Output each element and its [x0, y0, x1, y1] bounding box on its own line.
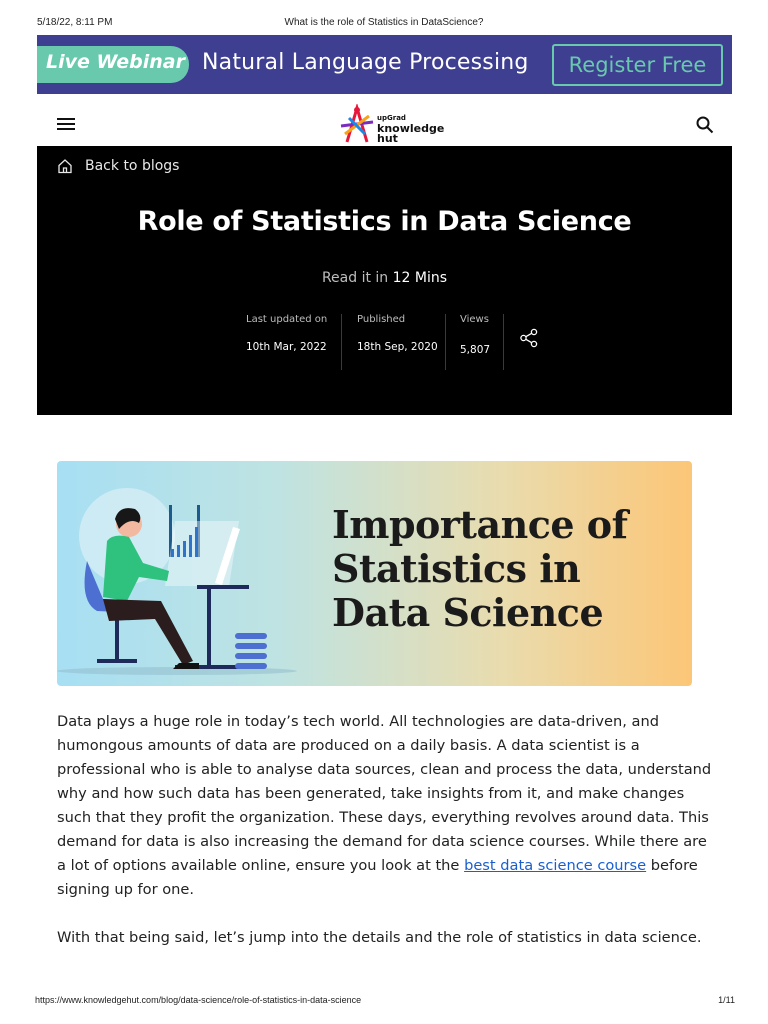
print-page-number: 1/11	[718, 995, 735, 1005]
article-paragraph	[57, 710, 717, 902]
search-icon[interactable]	[696, 116, 714, 134]
print-date: 5/18/22, 8:11 PM	[37, 17, 113, 28]
meta-views	[445, 314, 490, 370]
banner-heading	[332, 503, 627, 635]
webinar-banner[interactable]	[37, 35, 732, 94]
webinar-tag-label: Live Webinar	[46, 51, 185, 73]
meta-published	[341, 314, 438, 370]
featured-image	[57, 461, 692, 686]
person-at-computer-illustration	[57, 461, 317, 686]
read-time-value: 12 Mins	[392, 270, 448, 286]
meta-last-updated	[246, 314, 327, 370]
paragraph-text-tail: before signing up for one.	[57, 857, 698, 898]
banner-heading-line: Data Science	[332, 590, 604, 635]
print-title: What is the role of Statistics in DataScience?	[284, 17, 484, 28]
published-value: 18th Sep, 2020	[357, 341, 438, 353]
knowledgehut-logo[interactable]	[337, 104, 445, 145]
menu-icon[interactable]	[57, 118, 75, 132]
page-title: Role of Statistics in Data Science	[137, 206, 632, 237]
last-updated-label: Last updated on	[246, 314, 328, 325]
last-updated-value: 10th Mar, 2022	[246, 341, 327, 353]
logo-text: upGrad knowledge hut	[377, 114, 445, 145]
read-time	[37, 270, 732, 286]
views-label: Views	[460, 314, 489, 325]
back-to-blogs-label: Back to blogs	[85, 158, 180, 174]
read-time-prefix: Read it in	[321, 270, 389, 286]
back-to-blogs-link[interactable]	[57, 158, 179, 174]
published-label: Published	[357, 314, 406, 325]
meta-share	[503, 314, 539, 370]
print-header	[0, 0, 768, 34]
best-data-science-course-link[interactable]: best data science course	[464, 857, 647, 874]
print-url: https://www.knowledgehut.com/blog/data-science/role-of-statistics-in-data-science	[35, 995, 362, 1005]
article-hero	[37, 146, 732, 415]
home-icon	[57, 158, 73, 174]
views-value: 5,807	[460, 344, 491, 356]
share-icon[interactable]	[519, 328, 539, 348]
paragraph-text: Data plays a huge role in today’s tech world. All technologies are data-driven, and humongous amounts of data are produced on a daily basis. A data scientist is a professional who is able to analyse data sources, clean and process the data, understand why and how such data has been generated, take insights from it, and make changes such that they profit the organization. These days, everything revolves around data. This demand for data is also increasing the demand for data science courses. While there are a lot of options available online, ensure you look at the	[57, 713, 712, 874]
webinar-tag	[37, 46, 189, 83]
webinar-topic: Natural Language Processing	[202, 50, 529, 75]
article-paragraph: With that being said, let’s jump into the details and the role of statistics in data science.	[57, 929, 702, 946]
banner-heading-line: Statistics in	[332, 546, 581, 591]
logo-mark-icon	[337, 104, 377, 144]
banner-heading-line: Importance of	[332, 502, 628, 547]
article-body	[57, 710, 717, 974]
register-free-button[interactable]: Register Free	[552, 44, 723, 86]
site-navbar	[37, 94, 732, 146]
